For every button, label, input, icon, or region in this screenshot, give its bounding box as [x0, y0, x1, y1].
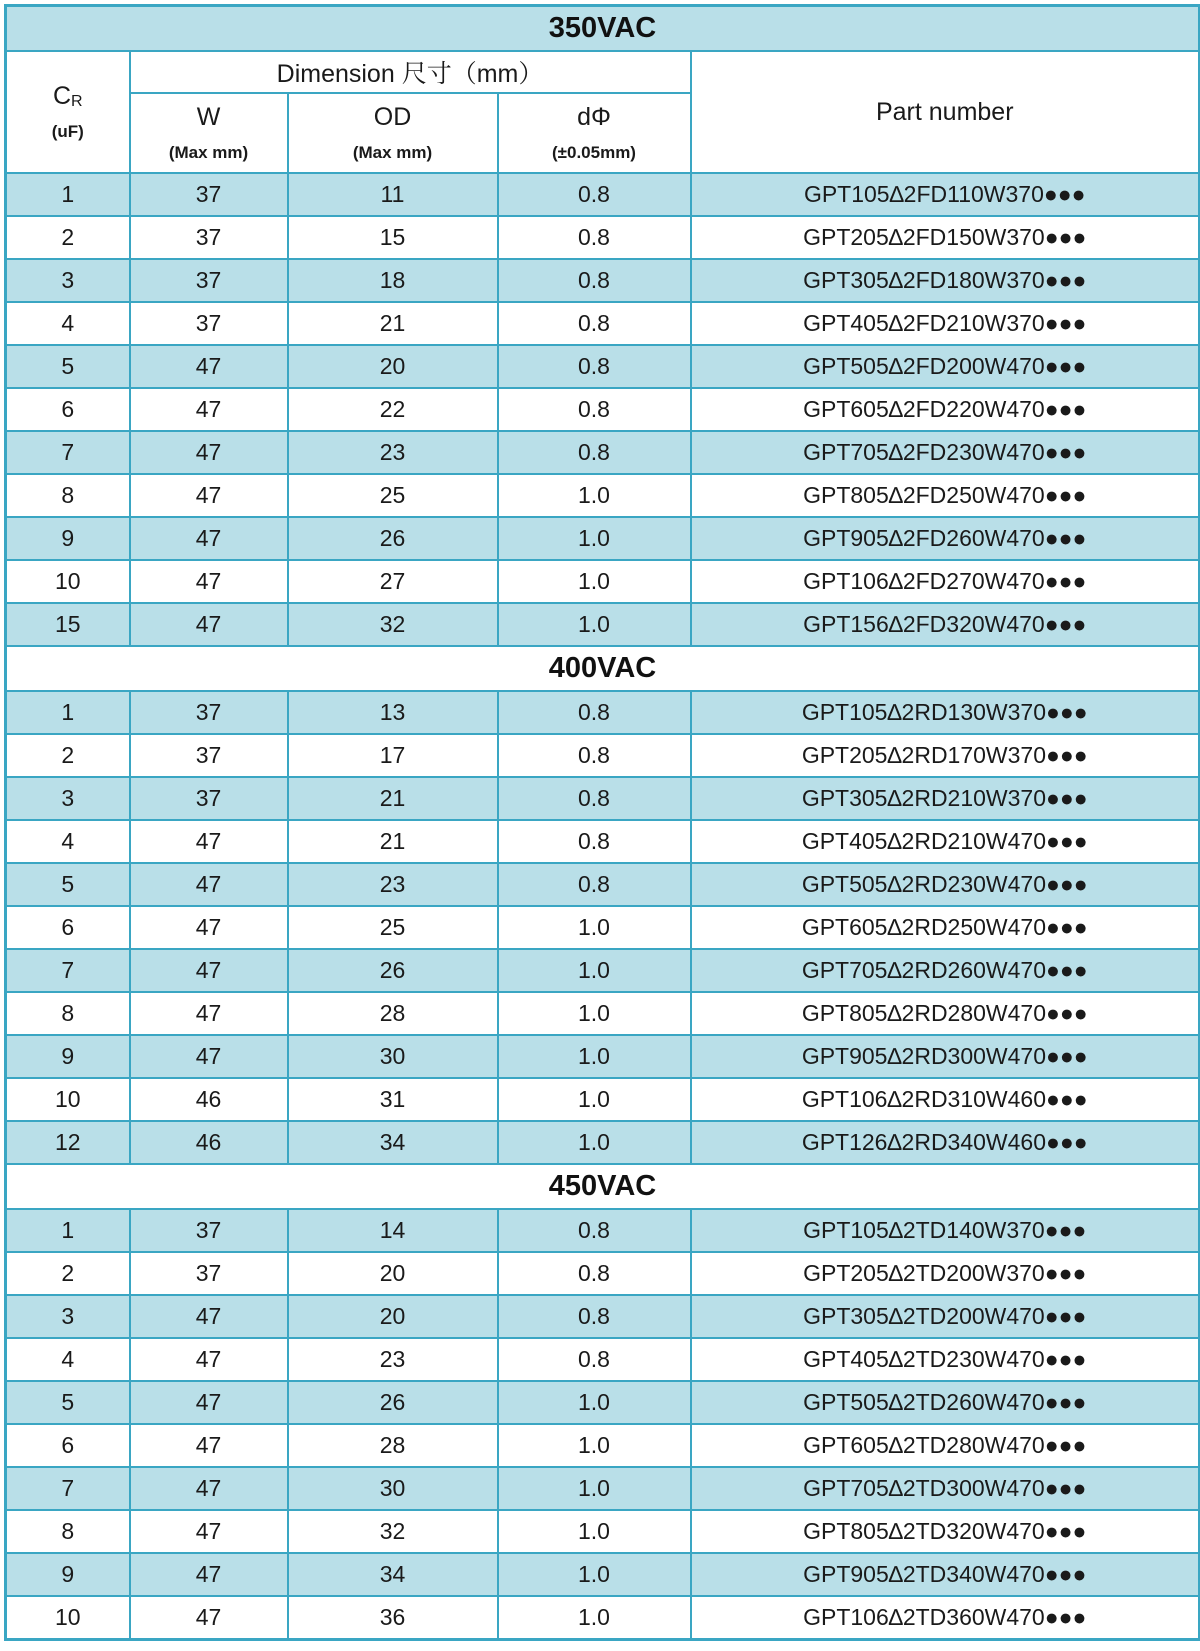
- cr-cell: 5: [6, 345, 130, 388]
- d-cell: 0.8: [498, 820, 691, 863]
- part-number-cell: GPT405∆2TD230W470●●●: [691, 1338, 1200, 1381]
- table-row: [6, 388, 1200, 431]
- table-row: [6, 1424, 1200, 1467]
- d-cell: 0.8: [498, 1252, 691, 1295]
- part-number-cell: GPT105∆2RD130W370●●●: [691, 691, 1200, 734]
- w-cell: 47: [130, 388, 288, 431]
- cr-cell: 5: [6, 863, 130, 906]
- part-number-cell: GPT205∆2TD200W370●●●: [691, 1252, 1200, 1295]
- part-number-cell: GPT805∆2TD320W470●●●: [691, 1510, 1200, 1553]
- w-cell: 47: [130, 1381, 288, 1424]
- table-row: [6, 560, 1200, 603]
- d-cell: 1.0: [498, 517, 691, 560]
- cr-cell: 1: [6, 691, 130, 734]
- cr-cell: 6: [6, 1424, 130, 1467]
- table-row: [6, 1338, 1200, 1381]
- cr-cell: 6: [6, 906, 130, 949]
- table-row: [6, 906, 1200, 949]
- part-number-cell: GPT106∆2TD360W470●●●: [691, 1596, 1200, 1640]
- cr-cell: 8: [6, 1510, 130, 1553]
- od-cell: 28: [288, 1424, 498, 1467]
- d-cell: 0.8: [498, 1209, 691, 1252]
- d-cell: 1.0: [498, 1381, 691, 1424]
- d-cell: 1.0: [498, 1121, 691, 1164]
- d-cell: 0.8: [498, 173, 691, 216]
- od-cell: 31: [288, 1078, 498, 1121]
- part-number-cell: GPT805∆2FD250W470●●●: [691, 474, 1200, 517]
- w-cell: 47: [130, 431, 288, 474]
- od-cell: 23: [288, 1338, 498, 1381]
- part-number-cell: GPT605∆2TD280W470●●●: [691, 1424, 1200, 1467]
- d-label: dΦ: [577, 103, 611, 131]
- od-cell: 21: [288, 820, 498, 863]
- table-row: [6, 1078, 1200, 1121]
- part-number-cell: GPT705∆2TD300W470●●●: [691, 1467, 1200, 1510]
- cr-cell: 4: [6, 820, 130, 863]
- part-number-cell: GPT405∆2FD210W370●●●: [691, 302, 1200, 345]
- part-number-cell: GPT106∆2RD310W460●●●: [691, 1078, 1200, 1121]
- part-number-cell: GPT405∆2RD210W470●●●: [691, 820, 1200, 863]
- part-number-cell: GPT205∆2RD170W370●●●: [691, 734, 1200, 777]
- od-cell: 20: [288, 345, 498, 388]
- table-row: [6, 216, 1200, 259]
- part-number-cell: GPT605∆2RD250W470●●●: [691, 906, 1200, 949]
- od-cell: 26: [288, 1381, 498, 1424]
- d-cell: 1.0: [498, 560, 691, 603]
- part-number-cell: GPT505∆2RD230W470●●●: [691, 863, 1200, 906]
- w-cell: 46: [130, 1078, 288, 1121]
- capacitor-spec-table: [4, 4, 1200, 1641]
- w-cell: 47: [130, 1424, 288, 1467]
- table-body: [6, 6, 1200, 1640]
- d-cell: 1.0: [498, 474, 691, 517]
- w-cell: 37: [130, 259, 288, 302]
- od-cell: 25: [288, 474, 498, 517]
- od-cell: 21: [288, 302, 498, 345]
- w-cell: 47: [130, 1510, 288, 1553]
- w-cell: 47: [130, 949, 288, 992]
- od-cell: 11: [288, 173, 498, 216]
- table-row: [6, 474, 1200, 517]
- table-row: [6, 1510, 1200, 1553]
- od-cell: 22: [288, 388, 498, 431]
- od-cell: 15: [288, 216, 498, 259]
- cr-unit: (uF): [51, 122, 84, 141]
- section-row: [6, 1164, 1200, 1209]
- table-row: [6, 1121, 1200, 1164]
- part-number-header: Part number: [691, 51, 1200, 173]
- table-row: [6, 949, 1200, 992]
- od-cell: 21: [288, 777, 498, 820]
- cr-cell: 7: [6, 431, 130, 474]
- w-cell: 37: [130, 734, 288, 777]
- w-cell: 37: [130, 691, 288, 734]
- table-row: [6, 734, 1200, 777]
- table-row: [6, 1553, 1200, 1596]
- w-header: [130, 93, 288, 173]
- w-unit: (Max mm): [168, 143, 249, 162]
- part-number-cell: GPT905∆2RD300W470●●●: [691, 1035, 1200, 1078]
- table-row: [6, 691, 1200, 734]
- w-cell: 47: [130, 474, 288, 517]
- part-number-cell: GPT156∆2FD320W470●●●: [691, 603, 1200, 646]
- od-cell: 28: [288, 992, 498, 1035]
- section-title: 350VAC: [6, 6, 1200, 52]
- d-cell: 1.0: [498, 949, 691, 992]
- part-number-cell: GPT505∆2FD200W470●●●: [691, 345, 1200, 388]
- part-number-cell: GPT305∆2RD210W370●●●: [691, 777, 1200, 820]
- d-cell: 1.0: [498, 1510, 691, 1553]
- cr-cell: 12: [6, 1121, 130, 1164]
- w-cell: 47: [130, 820, 288, 863]
- header-row-top: [6, 51, 1200, 93]
- d-cell: 1.0: [498, 1596, 691, 1640]
- od-cell: 20: [288, 1252, 498, 1295]
- od-cell: 34: [288, 1121, 498, 1164]
- table-row: [6, 259, 1200, 302]
- table-row: [6, 302, 1200, 345]
- w-cell: 47: [130, 863, 288, 906]
- d-cell: 1.0: [498, 1078, 691, 1121]
- od-cell: 32: [288, 1510, 498, 1553]
- cr-cell: 2: [6, 734, 130, 777]
- section-title: 450VAC: [6, 1164, 1200, 1209]
- d-cell: 0.8: [498, 216, 691, 259]
- d-unit: (±0.05mm): [552, 143, 636, 162]
- cr-cell: 6: [6, 388, 130, 431]
- w-cell: 47: [130, 560, 288, 603]
- w-cell: 37: [130, 173, 288, 216]
- table-row: [6, 777, 1200, 820]
- d-cell: 0.8: [498, 1295, 691, 1338]
- d-cell: 0.8: [498, 259, 691, 302]
- w-cell: 47: [130, 1338, 288, 1381]
- d-cell: 0.8: [498, 388, 691, 431]
- table-row: [6, 345, 1200, 388]
- part-number-cell: GPT106∆2FD270W470●●●: [691, 560, 1200, 603]
- w-cell: 37: [130, 302, 288, 345]
- w-cell: 47: [130, 1596, 288, 1640]
- cr-cell: 9: [6, 1553, 130, 1596]
- part-number-cell: GPT605∆2FD220W470●●●: [691, 388, 1200, 431]
- table-row: [6, 1467, 1200, 1510]
- part-number-cell: GPT905∆2TD340W470●●●: [691, 1553, 1200, 1596]
- w-cell: 47: [130, 603, 288, 646]
- od-unit: (Max mm): [352, 143, 433, 162]
- w-cell: 37: [130, 777, 288, 820]
- part-number-cell: GPT305∆2TD200W470●●●: [691, 1295, 1200, 1338]
- d-header: [498, 93, 691, 173]
- cr-cell: 7: [6, 1467, 130, 1510]
- part-number-cell: GPT805∆2RD280W470●●●: [691, 992, 1200, 1035]
- w-label: W: [196, 103, 221, 131]
- d-cell: 0.8: [498, 302, 691, 345]
- table-row: [6, 431, 1200, 474]
- cr-cell: 3: [6, 777, 130, 820]
- w-cell: 46: [130, 1121, 288, 1164]
- od-cell: 23: [288, 863, 498, 906]
- cr-cell: 9: [6, 1035, 130, 1078]
- w-cell: 37: [130, 216, 288, 259]
- cr-cell: 10: [6, 560, 130, 603]
- w-cell: 37: [130, 1209, 288, 1252]
- d-cell: 1.0: [498, 906, 691, 949]
- d-cell: 0.8: [498, 777, 691, 820]
- d-cell: 0.8: [498, 863, 691, 906]
- part-number-cell: GPT105∆2TD140W370●●●: [691, 1209, 1200, 1252]
- part-number-cell: GPT905∆2FD260W470●●●: [691, 517, 1200, 560]
- table-row: [6, 863, 1200, 906]
- cr-cell: 10: [6, 1078, 130, 1121]
- d-cell: 0.8: [498, 431, 691, 474]
- part-number-cell: GPT705∆2RD260W470●●●: [691, 949, 1200, 992]
- w-cell: 47: [130, 1035, 288, 1078]
- table-row: [6, 1209, 1200, 1252]
- cr-cell: 1: [6, 173, 130, 216]
- d-cell: 0.8: [498, 345, 691, 388]
- table-row: [6, 517, 1200, 560]
- w-cell: 47: [130, 992, 288, 1035]
- table-row: [6, 1295, 1200, 1338]
- od-cell: 13: [288, 691, 498, 734]
- cr-cell: 10: [6, 1596, 130, 1640]
- section-title: 400VAC: [6, 646, 1200, 691]
- w-cell: 47: [130, 517, 288, 560]
- w-cell: 47: [130, 906, 288, 949]
- table-row: [6, 1252, 1200, 1295]
- od-cell: 26: [288, 949, 498, 992]
- cr-cell: 2: [6, 216, 130, 259]
- cr-cell: 4: [6, 1338, 130, 1381]
- cr-label: [7, 81, 129, 115]
- capacitor-spec-table-wrapper: [4, 4, 1198, 1641]
- od-cell: 26: [288, 517, 498, 560]
- d-cell: 1.0: [498, 992, 691, 1035]
- od-cell: 18: [288, 259, 498, 302]
- table-row: [6, 1035, 1200, 1078]
- table-row: [6, 603, 1200, 646]
- table-row: [6, 1596, 1200, 1640]
- d-cell: 1.0: [498, 1424, 691, 1467]
- w-cell: 47: [130, 1553, 288, 1596]
- cr-header: [6, 51, 130, 173]
- d-cell: 1.0: [498, 1553, 691, 1596]
- od-cell: 32: [288, 603, 498, 646]
- part-number-cell: GPT126∆2RD340W460●●●: [691, 1121, 1200, 1164]
- od-cell: 27: [288, 560, 498, 603]
- cr-cell: 7: [6, 949, 130, 992]
- cr-cell: 4: [6, 302, 130, 345]
- od-cell: 23: [288, 431, 498, 474]
- d-cell: 1.0: [498, 603, 691, 646]
- od-header: [288, 93, 498, 173]
- table-row: [6, 173, 1200, 216]
- part-number-cell: GPT505∆2TD260W470●●●: [691, 1381, 1200, 1424]
- cr-cell: 8: [6, 474, 130, 517]
- d-cell: 1.0: [498, 1467, 691, 1510]
- cr-cell: 15: [6, 603, 130, 646]
- cr-cell: 3: [6, 1295, 130, 1338]
- cr-symbol: C: [52, 82, 71, 110]
- part-number-cell: GPT305∆2FD180W370●●●: [691, 259, 1200, 302]
- od-cell: 25: [288, 906, 498, 949]
- w-cell: 47: [130, 345, 288, 388]
- d-cell: 0.8: [498, 691, 691, 734]
- od-cell: 14: [288, 1209, 498, 1252]
- od-cell: 30: [288, 1035, 498, 1078]
- cr-cell: 3: [6, 259, 130, 302]
- section-row: [6, 6, 1200, 52]
- od-cell: 36: [288, 1596, 498, 1640]
- cr-cell: 5: [6, 1381, 130, 1424]
- table-row: [6, 820, 1200, 863]
- d-cell: 1.0: [498, 1035, 691, 1078]
- section-row: [6, 646, 1200, 691]
- od-cell: 34: [288, 1553, 498, 1596]
- od-cell: 17: [288, 734, 498, 777]
- cr-cell: 9: [6, 517, 130, 560]
- cr-cell: 8: [6, 992, 130, 1035]
- d-cell: 0.8: [498, 734, 691, 777]
- od-cell: 30: [288, 1467, 498, 1510]
- w-cell: 47: [130, 1467, 288, 1510]
- w-cell: 47: [130, 1295, 288, 1338]
- dimension-header: Dimension 尺寸（mm）: [130, 51, 691, 93]
- cr-cell: 2: [6, 1252, 130, 1295]
- part-number-cell: GPT205∆2FD150W370●●●: [691, 216, 1200, 259]
- part-number-cell: GPT105∆2FD110W370●●●: [691, 173, 1200, 216]
- od-cell: 20: [288, 1295, 498, 1338]
- cr-cell: 1: [6, 1209, 130, 1252]
- cr-subscript: R: [71, 93, 83, 110]
- table-row: [6, 992, 1200, 1035]
- part-number-cell: GPT705∆2FD230W470●●●: [691, 431, 1200, 474]
- table-row: [6, 1381, 1200, 1424]
- w-cell: 37: [130, 1252, 288, 1295]
- d-cell: 0.8: [498, 1338, 691, 1381]
- od-label: OD: [373, 103, 412, 131]
